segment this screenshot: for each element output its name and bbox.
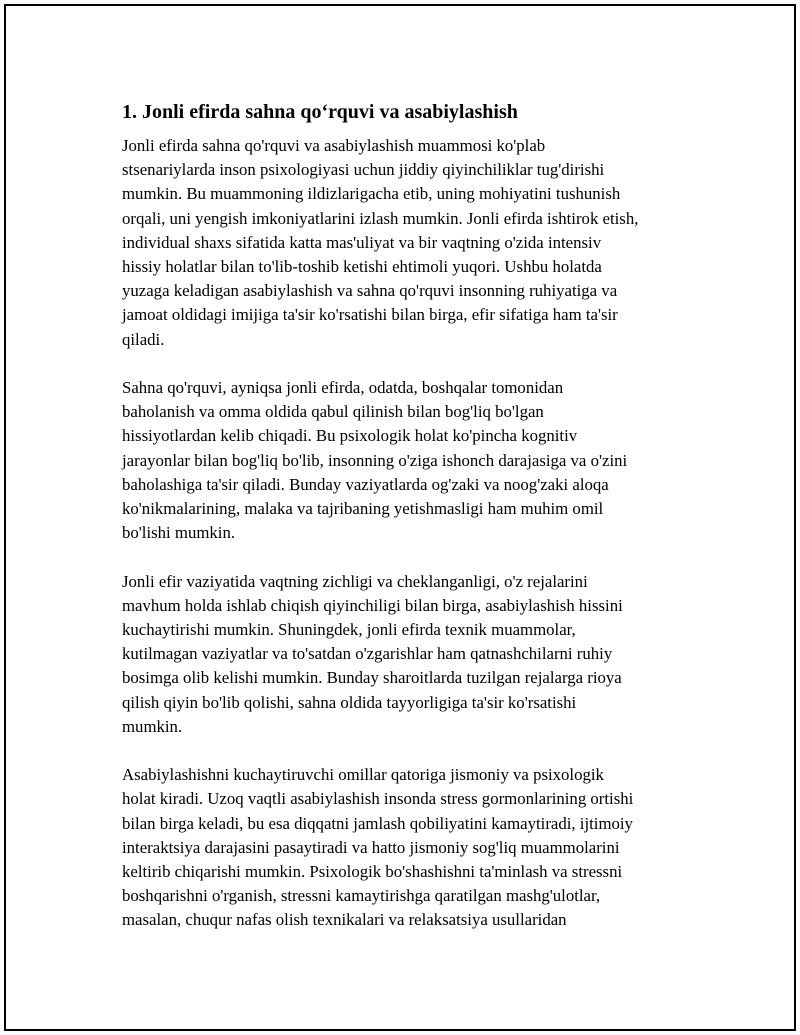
text-line: baholashiga ta'sir qiladi. Bunday vaziyatlarda og'zaki va noog'zaki aloqa [122, 474, 609, 494]
text-line: bilan birga keladi, bu esa diqqatni jamlash qobiliyatini kamaytiradi, ijtimoiy [122, 813, 633, 833]
text-line: Jonli efirda sahna qo'rquvi va asabiylashish muammosi ko'plab [122, 136, 546, 155]
text-line: bo'lishi mumkin. [122, 523, 236, 543]
paragraph-3 [122, 570, 702, 739]
text-line: stsenariylarda inson psixologiyasi uchun jiddiy qiyinchiliklar tug'dirishi [122, 160, 605, 180]
text-line: hissiy holatlar bilan to'lib-toshib ketishi ehtimoli yuqori. Ushbu holatda [122, 257, 602, 277]
paragraph-4 [122, 763, 702, 932]
text-line: Sahna qo'rquvi, ayniqsa jonli efirda, odatda, boshqalar tomonidan [122, 378, 564, 398]
text-line: yuzaga keladigan asabiylashish va sahna qo'rquvi insonning ruhiyatiga va [122, 281, 618, 301]
page-frame [4, 4, 796, 1031]
text-line: holat kiradi. Uzoq vaqtli asabiylashish insonda stress gormonlarining ortishi [122, 789, 634, 809]
text-line: Jonli efir vaziyatida vaqtning zichligi va cheklanganligi, o'z rejalarini [122, 571, 588, 591]
text-line: qiladi. [122, 329, 165, 349]
text-line: bosimga olib kelishi mumkin. Bunday sharoitlarda tuzilgan rejalarga rioya [122, 668, 622, 688]
text-line: jamoat oldidagi imijiga ta'sir ko'rsatishi bilan birga, efir sifatiga ham ta'sir [122, 305, 618, 325]
text-line: qilish qiyin bo'lib qolishi, sahna oldida tayyorligiga ta'sir ko'rsatishi [122, 692, 577, 712]
text-line: mumkin. [122, 716, 183, 736]
text-line: mumkin. Bu muammoning ildizlarigacha etib, uning mohiyatini tushunish [122, 184, 621, 204]
text-line: boshqarishni o'rganish, stressni kamaytirishga qaratilgan mashg'ulotlar, [122, 886, 601, 906]
text-line: kutilmagan vaziyatlar va to'satdan o'zgarishlar ham qatnashchilarni ruhiy [122, 644, 613, 664]
paragraph-1 [122, 134, 702, 352]
text-line: keltirib chiqarishi mumkin. Psixologik bo'shashishni ta'minlash va stressni [122, 862, 623, 882]
paragraph-2 [122, 376, 702, 545]
text-line: mavhum holda ishlab chiqish qiyinchiligi bilan birga, asabiylashish hissini [122, 595, 623, 615]
text-line: hissiyotlardan kelib chiqadi. Bu psixologik holat ko'pincha kognitiv [122, 426, 578, 446]
section-heading: 1. Jonli efirda sahna qo‘rquvi va asabiylashish [122, 101, 518, 123]
text-line: ko'nikmalarining, malaka va tajribaning yetishmasligi ham muhim omil [122, 499, 604, 519]
text-line: kuchaytirishi mumkin. Shuningdek, jonli efirda texnik muammolar, [122, 620, 576, 640]
text-line: baholanish va omma oldida qabul qilinish bilan bog'liq bo'lgan [122, 402, 544, 422]
text-line: orqali, uni yengish imkoniyatlarini izlash mumkin. Jonli efirda ishtirok etish, [122, 208, 639, 228]
text-line: masalan, chuqur nafas olish texnikalari va relaksatsiya usullaridan [122, 910, 567, 930]
text-line: Asabiylashishni kuchaytiruvchi omillar qatoriga jismoniy va psixologik [122, 765, 604, 785]
text-line: individual shaxs sifatida katta mas'uliyat va bir vaqtning o'zida intensiv [122, 232, 602, 252]
text-line: jarayonlar bilan bog'liq bo'lib, insonning o'ziga ishonch darajasiga va o'zini [122, 450, 628, 470]
text-line: interaktsiya darajasini pasaytiradi va hatto jismoniy sog'liq muammolarini [122, 837, 620, 857]
document-body [122, 98, 702, 957]
